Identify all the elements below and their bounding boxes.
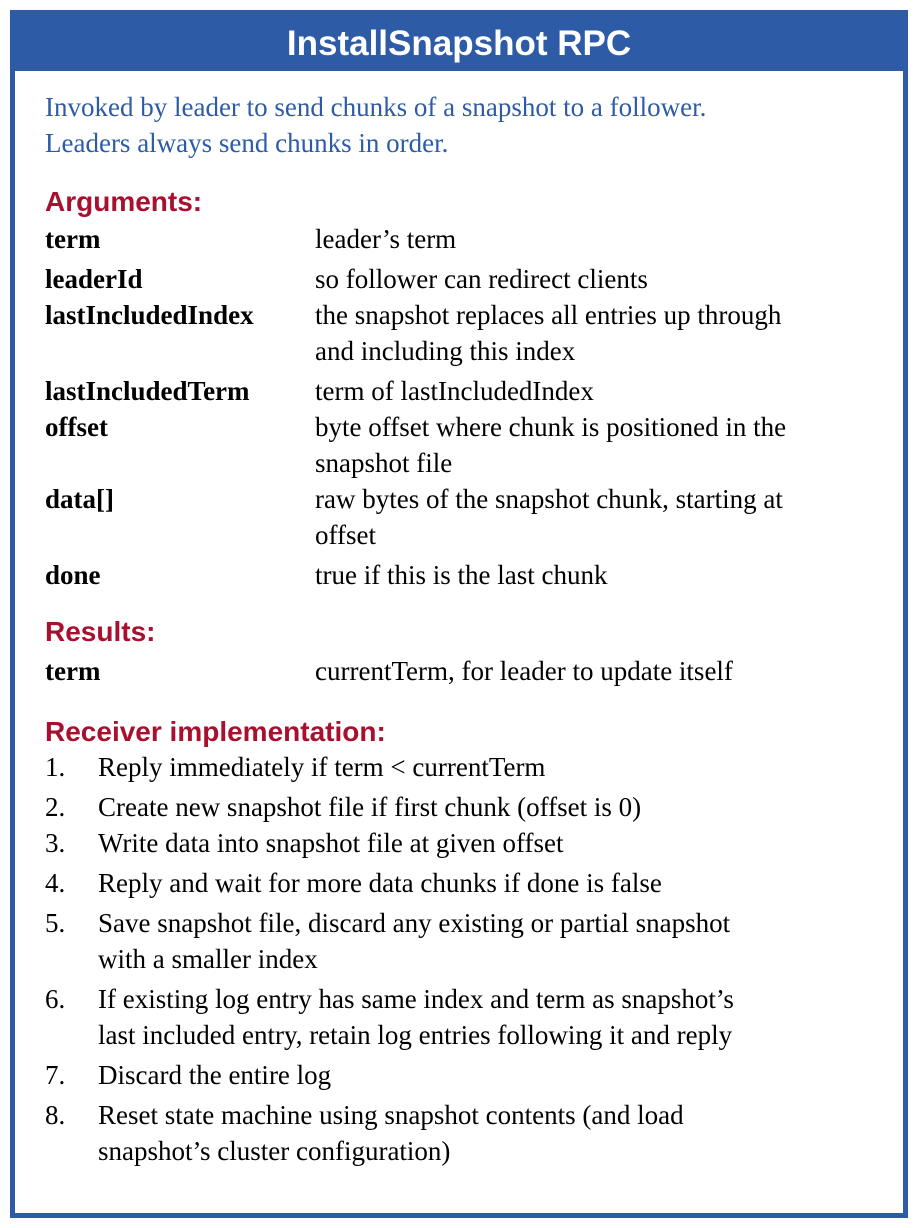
argument-desc: raw bytes of the snapshot chunk, starting at offset xyxy=(315,484,783,550)
step-text: Write data into snapshot file at given offset xyxy=(98,828,564,858)
argument-row xyxy=(45,557,885,593)
receiver-steps xyxy=(45,749,885,1169)
step-number: 3. xyxy=(45,828,66,858)
step-row xyxy=(45,749,885,785)
results-list xyxy=(45,653,885,689)
step-text: Reset state machine using snapshot contents (and load snapshot’s cluster configuration) xyxy=(98,1100,684,1166)
result-desc: currentTerm, for leader to update itself xyxy=(315,656,733,686)
argument-name: lastIncludedIndex xyxy=(45,300,254,330)
card-title: InstallSnapshot RPC xyxy=(15,15,903,71)
step-text: Save snapshot file, discard any existing or partial snapshot with a smaller index xyxy=(98,908,731,974)
card-content xyxy=(45,89,885,1169)
step-number: 8. xyxy=(45,1100,66,1130)
step-row xyxy=(45,825,885,861)
argument-row xyxy=(45,409,885,481)
step-text: Reply and wait for more data chunks if done is false xyxy=(98,868,662,898)
step-number: 7. xyxy=(45,1060,66,1090)
argument-desc: the snapshot replaces all entries up through and including this index xyxy=(315,300,782,366)
argument-desc: term of lastIncludedIndex xyxy=(315,376,594,406)
argument-name: offset xyxy=(45,412,108,442)
argument-desc: so follower can redirect clients xyxy=(315,264,648,294)
argument-desc: true if this is the last chunk xyxy=(315,560,608,590)
step-text: If existing log entry has same index and term as snapshot’s last included entry, retain log entries following it and reply xyxy=(98,984,734,1050)
argument-name: lastIncludedTerm xyxy=(45,376,250,406)
arguments-heading: Arguments: xyxy=(45,186,203,217)
step-number: 6. xyxy=(45,984,66,1014)
intro-text: Invoked by leader to send chunks of a snapshot to a follower. Leaders always send chunks in order. xyxy=(45,92,707,158)
argument-name: leaderId xyxy=(45,264,143,294)
step-text: Reply immediately if term < currentTerm xyxy=(98,752,546,782)
receiver-heading: Receiver implementation: xyxy=(45,716,386,747)
argument-row xyxy=(45,221,885,257)
argument-desc: byte offset where chunk is positioned in the snapshot file xyxy=(315,412,787,478)
step-row xyxy=(45,905,885,977)
result-row xyxy=(45,653,885,689)
step-number: 2. xyxy=(45,792,66,822)
argument-row xyxy=(45,261,885,297)
argument-name: term xyxy=(45,224,101,254)
step-text: Discard the entire log xyxy=(98,1060,332,1090)
step-row xyxy=(45,865,885,901)
step-row xyxy=(45,1097,885,1169)
step-number: 5. xyxy=(45,908,66,938)
step-row xyxy=(45,789,885,825)
argument-name: done xyxy=(45,560,101,590)
rpc-card xyxy=(10,10,908,1218)
argument-row xyxy=(45,373,885,409)
argument-row xyxy=(45,297,885,369)
step-text: Create new snapshot file if first chunk (offset is 0) xyxy=(98,792,642,822)
step-number: 4. xyxy=(45,868,66,898)
step-number: 1. xyxy=(45,752,66,782)
argument-desc: leader’s term xyxy=(315,224,457,254)
step-row xyxy=(45,1057,885,1093)
results-heading: Results: xyxy=(45,616,156,647)
arguments-list xyxy=(45,221,885,593)
argument-row xyxy=(45,481,885,553)
result-name: term xyxy=(45,656,101,686)
argument-name: data[] xyxy=(45,484,114,514)
step-row xyxy=(45,981,885,1053)
